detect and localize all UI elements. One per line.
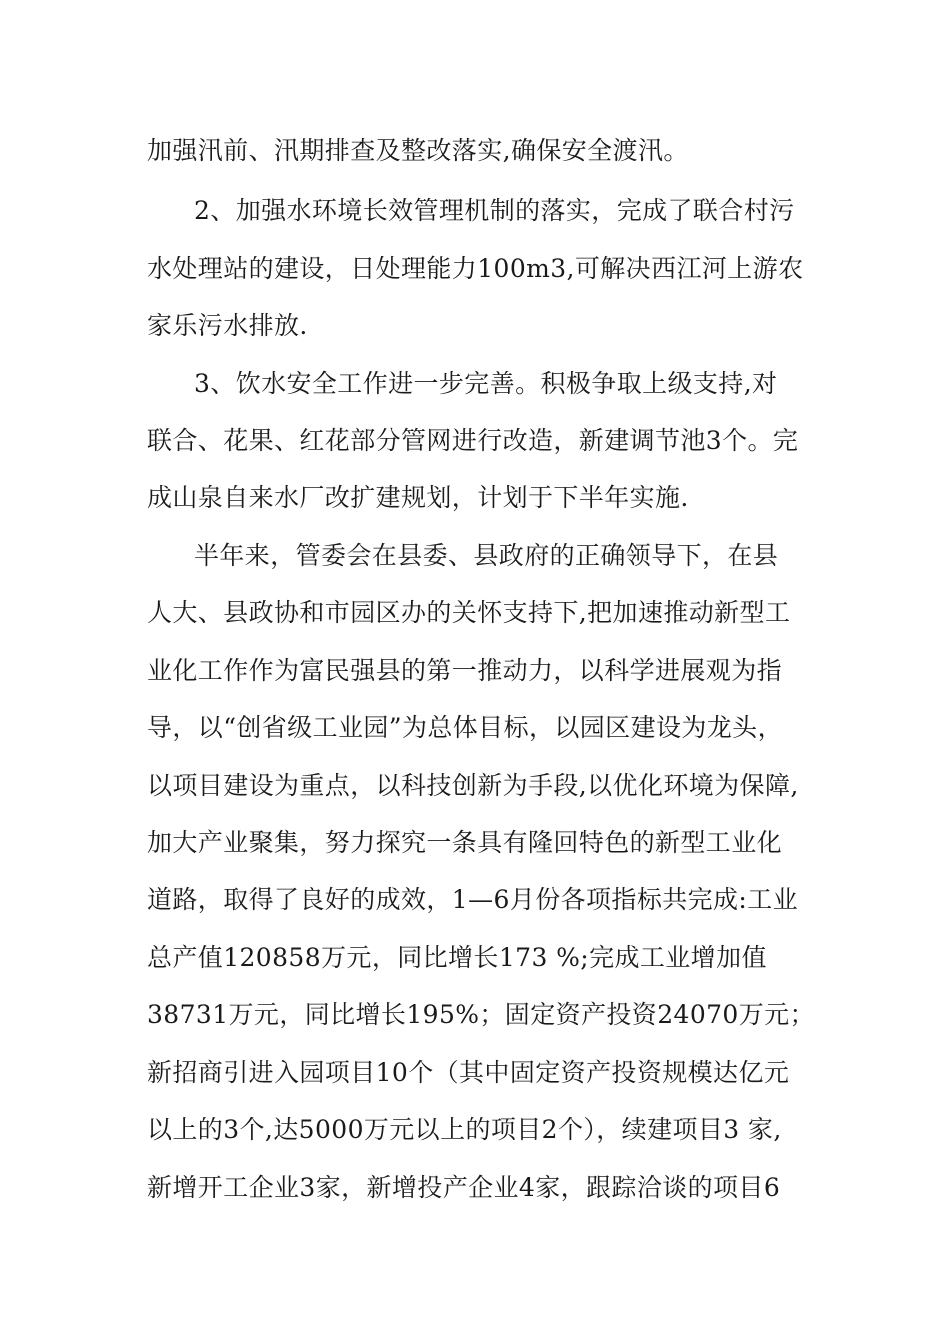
paragraph-line: 以项目建设为重点，以科技创新为手段,以优化环境为保障,	[147, 771, 799, 800]
paragraph-line: 人大、县政协和市园区办的关怀支持下,把加速推动新型工	[147, 598, 791, 627]
paragraph-line: 导，以“创省级工业园”为总体目标，以园区建设为龙头，	[147, 713, 783, 742]
paragraph-line: 半年来，管委会在县委、县政府的正确领导下，在县	[194, 541, 779, 570]
paragraph-line: 道路，取得了良好的成效，1—6月份各项指标共完成:工业	[147, 885, 799, 914]
paragraph-line: 新招商引进入园项目10个（其中固定资产投资规模达亿元	[147, 1058, 790, 1087]
paragraph-line: 成山泉自来水厂改扩建规划，计划于下半年实施.	[147, 483, 689, 512]
paragraph-line: 新增开工企业3家，新增投产企业4家，跟踪洽谈的项目6	[147, 1173, 781, 1202]
paragraph-line: 38731万元，同比增长195%；固定资产投资24070万元；	[147, 1000, 815, 1029]
paragraph-line: 以上的3个,达5000万元以上的项目2个），续建项目3 家,	[147, 1115, 782, 1144]
paragraph-line: 3、饮水安全工作进一步完善。积极争取上级支持,对	[194, 369, 778, 398]
paragraph-line: 总产值120858万元，同比增长173 %;完成工业增加值	[147, 943, 767, 972]
paragraph-line: 加大产业聚集，努力探究一条具有隆回特色的新型工业化	[147, 828, 783, 857]
paragraph-line: 加强汛前、汛期排查及整改落实,确保安全渡汛。	[147, 136, 689, 165]
paragraph-line: 联合、花果、红花部分管网进行改造，新建调节池3个。完	[147, 426, 799, 455]
paragraph-line: 水处理站的建设，日处理能力100m3,可解决西江河上游农	[147, 254, 804, 283]
paragraph-line: 家乐污水排放.	[147, 311, 308, 340]
paragraph-line: 业化工作作为富民强县的第一推动力，以科学进展观为指	[147, 656, 783, 685]
paragraph-line: 2、加强水环境长效管理机制的落实，完成了联合村污	[194, 196, 795, 225]
